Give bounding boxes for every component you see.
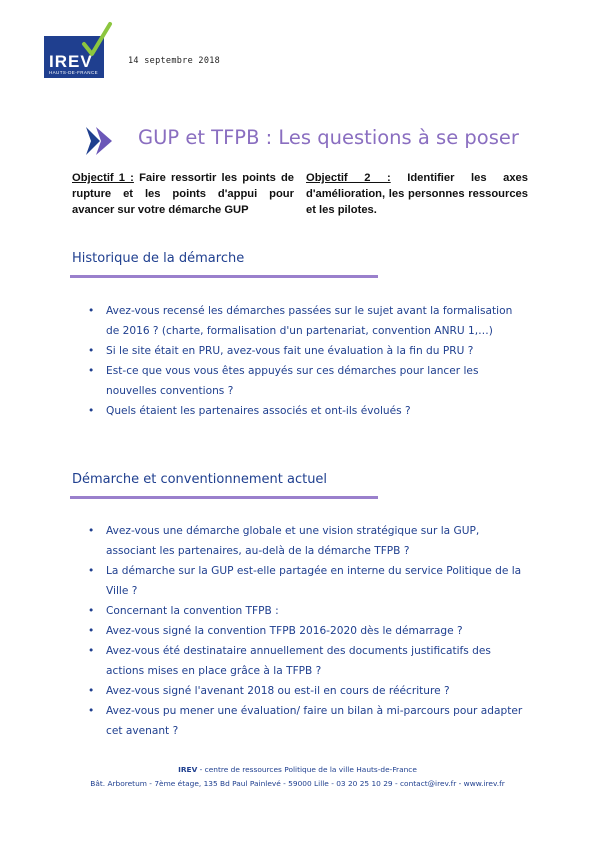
historique-question-list bbox=[88, 301, 528, 421]
footer-org-description: - centre de ressources Politique de la ville Hauts-de-France bbox=[197, 765, 417, 774]
list-item: • La démarche sur la GUP est-elle partagée en interne du service Politique de la Ville ? bbox=[88, 561, 528, 601]
page-title: GUP et TFPB : Les questions à se poser bbox=[138, 126, 519, 149]
footer-contact: Bât. Arboretum - 7ème étage, 135 Bd Paul Painlevé - 59000 Lille - 03 20 25 10 29 - contact@irev.fr - www.irev.fr bbox=[90, 779, 505, 788]
objective-1-label: Objectif 1 : bbox=[72, 172, 134, 184]
objective-2-text: Identifier les axes d'amélioration, les personnes ressources et les pilotes. bbox=[306, 172, 529, 216]
bullet-icon: • bbox=[88, 365, 95, 377]
list-item: • Concernant la convention TFPB : bbox=[88, 601, 528, 621]
logo-subtitle: HAUTS-DE-FRANCE bbox=[49, 70, 99, 75]
demarche-question-list bbox=[88, 521, 528, 741]
list-item: • Si le site était en PRU, avez-vous fait une évaluation à la fin du PRU ? bbox=[88, 341, 528, 361]
bullet-icon: • bbox=[88, 705, 95, 717]
objective-2 bbox=[306, 170, 528, 218]
bullet-icon: • bbox=[88, 345, 95, 357]
list-item: • Avez-vous une démarche globale et une vision stratégique sur la GUP, associant les partenaires, au-delà de la démarche TFPB ? bbox=[88, 521, 528, 561]
checkmark-icon bbox=[80, 20, 114, 60]
section-heading-demarche: Démarche et conventionnement actuel bbox=[72, 472, 328, 487]
bullet-icon: • bbox=[88, 305, 95, 317]
bullet-icon: • bbox=[88, 625, 95, 637]
list-item: • Avez-vous pu mener une évaluation/ faire un bilan à mi-parcours pour adapter cet avenant ? bbox=[88, 701, 528, 741]
objective-1 bbox=[72, 170, 294, 218]
logo-text: IREV bbox=[49, 52, 93, 71]
section-divider bbox=[70, 496, 378, 499]
bullet-icon: • bbox=[88, 565, 95, 577]
list-item: • Quels étaient les partenaires associés et ont-ils évolués ? bbox=[88, 401, 528, 421]
footer-org-name: IREV bbox=[178, 765, 198, 774]
bullet-icon: • bbox=[88, 405, 95, 417]
objective-2-label: Objectif 2 : bbox=[306, 172, 391, 184]
bullet-icon: • bbox=[88, 605, 95, 617]
list-item: • Avez-vous signé l'avenant 2018 ou est-il en cours de réécriture ? bbox=[88, 681, 528, 701]
list-item: • Avez-vous été destinataire annuellement des documents justificatifs des actions mises en place grâce à la TFPB ? bbox=[88, 641, 528, 681]
bullet-icon: • bbox=[88, 525, 95, 537]
objective-1-text: Faire ressortir les points de rupture et les points d'appui pour avancer sur votre démarche GUP bbox=[72, 172, 295, 216]
double-chevron-icon bbox=[86, 127, 124, 155]
document-date: 14 septembre 2018 bbox=[128, 56, 221, 66]
list-item: • Avez-vous recensé les démarches passées sur le sujet avant la formalisation de 2016 ? (charte, formalisation d'un partenariat, convention ANRU 1,…) bbox=[88, 301, 528, 341]
list-item: • Avez-vous signé la convention TFPB 2016-2020 dès le démarrage ? bbox=[88, 621, 528, 641]
section-divider bbox=[70, 275, 378, 278]
list-item: • Est-ce que vous vous êtes appuyés sur ces démarches pour lancer les nouvelles conventions ? bbox=[88, 361, 528, 401]
section-heading-historique: Historique de la démarche bbox=[72, 251, 245, 266]
bullet-icon: • bbox=[88, 645, 95, 657]
irev-logo bbox=[44, 36, 104, 78]
footer-organisation bbox=[0, 765, 595, 774]
bullet-icon: • bbox=[88, 685, 95, 697]
